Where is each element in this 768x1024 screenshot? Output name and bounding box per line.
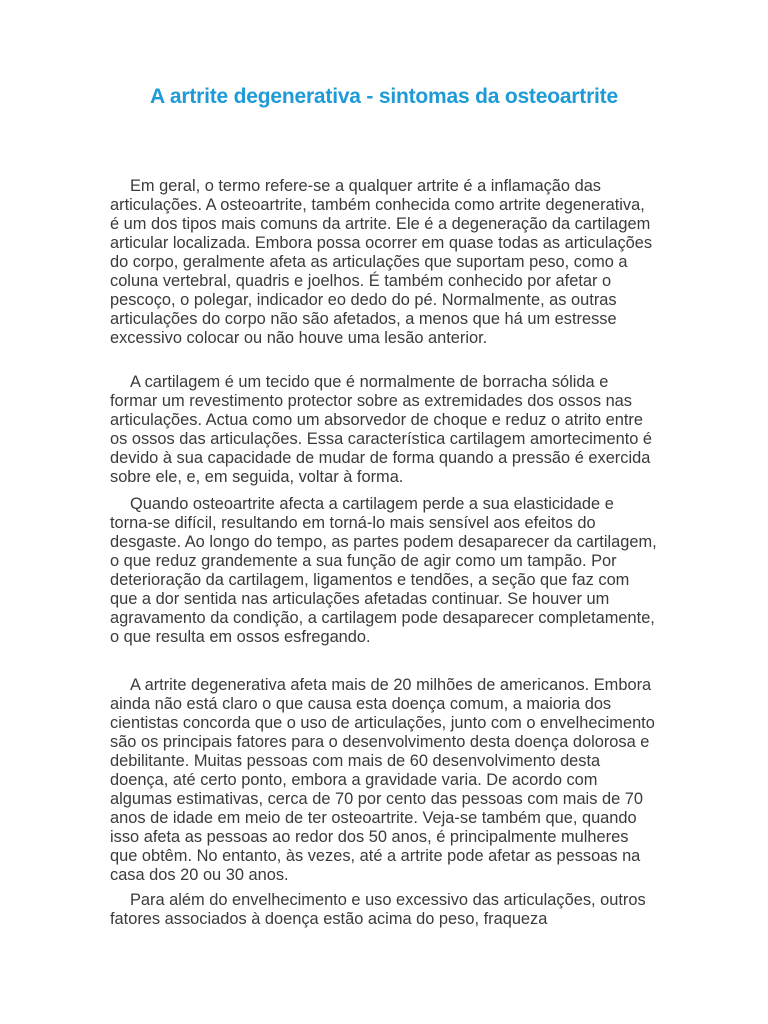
paragraph-3: Quando osteoartrite afecta a cartilagem perde a sua elasticidade e torna-se difícil, resultando em torná-lo mais sensível aos efeitos do desgaste. Ao longo do tempo, as partes podem desaparecer da cartilagem, o que reduz grandemente a sua função de agir como um tampão. Por deterioração da cartilagem, ligamentos e tendões, a seção que faz com que a dor sentida nas articulações afetadas continuar. Se houver um agravamento da condição, a cartilagem pode desaparecer completamente, o que resulta em ossos esfregando. xyxy=(110,495,657,646)
paragraph-4: A artrite degenerativa afeta mais de 20 milhões de americanos. Embora ainda não está claro o que causa esta doença comum, a maioria dos cientistas concorda que o uso de articulações, junto com o envelhecimento são os principais fatores para o desenvolvimento desta doença dolorosa e debilitante. Muitas pessoas com mais de 60 desenvolvimento desta doença, até certo ponto, embora a gravidade varia. De acordo com algumas estimativas, cerca de 70 por cento das pessoas com mais de 70 anos de idade em meio de ter osteoartrite. Veja-se também que, quando isso afeta as pessoas ao redor dos 50 anos, é principalmente mulheres que obtêm. No entanto, às vezes, até a artrite pode afetar as pessoas na casa dos 20 ou 30 anos. xyxy=(110,676,655,884)
document-title: A artrite degenerativa - sintomas da osteoartrite xyxy=(150,85,618,108)
paragraph-1: Em geral, o termo refere-se a qualquer artrite é a inflamação das articulações. A osteoartrite, também conhecida como artrite degenerativa, é um dos tipos mais comuns da artrite. Ele é a degeneração da cartilagem articular localizada. Embora possa ocorrer em quase todas as articulações do corpo, geralmente afeta as articulações que suportam peso, como a coluna vertebral, quadris e joelhos. É também conhecido por afetar o pescoço, o polegar, indicador eo dedo do pé. Normalmente, as outras articulações do corpo não são afetados, a menos que há um estresse excessivo colocar ou não houve uma lesão anterior. xyxy=(110,177,653,347)
paragraph-5: Para além do envelhecimento e uso excessivo das articulações, outros fatores associados à doença estão acima do peso, fraqueza xyxy=(110,891,646,928)
paragraph-2: A cartilagem é um tecido que é normalmente de borracha sólida e formar um revestimento protector sobre as extremidades dos ossos nas articulações. Actua como um absorvedor de choque e reduz o atrito entre os ossos das articulações. Essa característica cartilagem amortecimento é devido à sua capacidade de mudar de forma quando a pressão é exercida sobre ele, e, em seguida, voltar à forma. xyxy=(110,373,653,486)
